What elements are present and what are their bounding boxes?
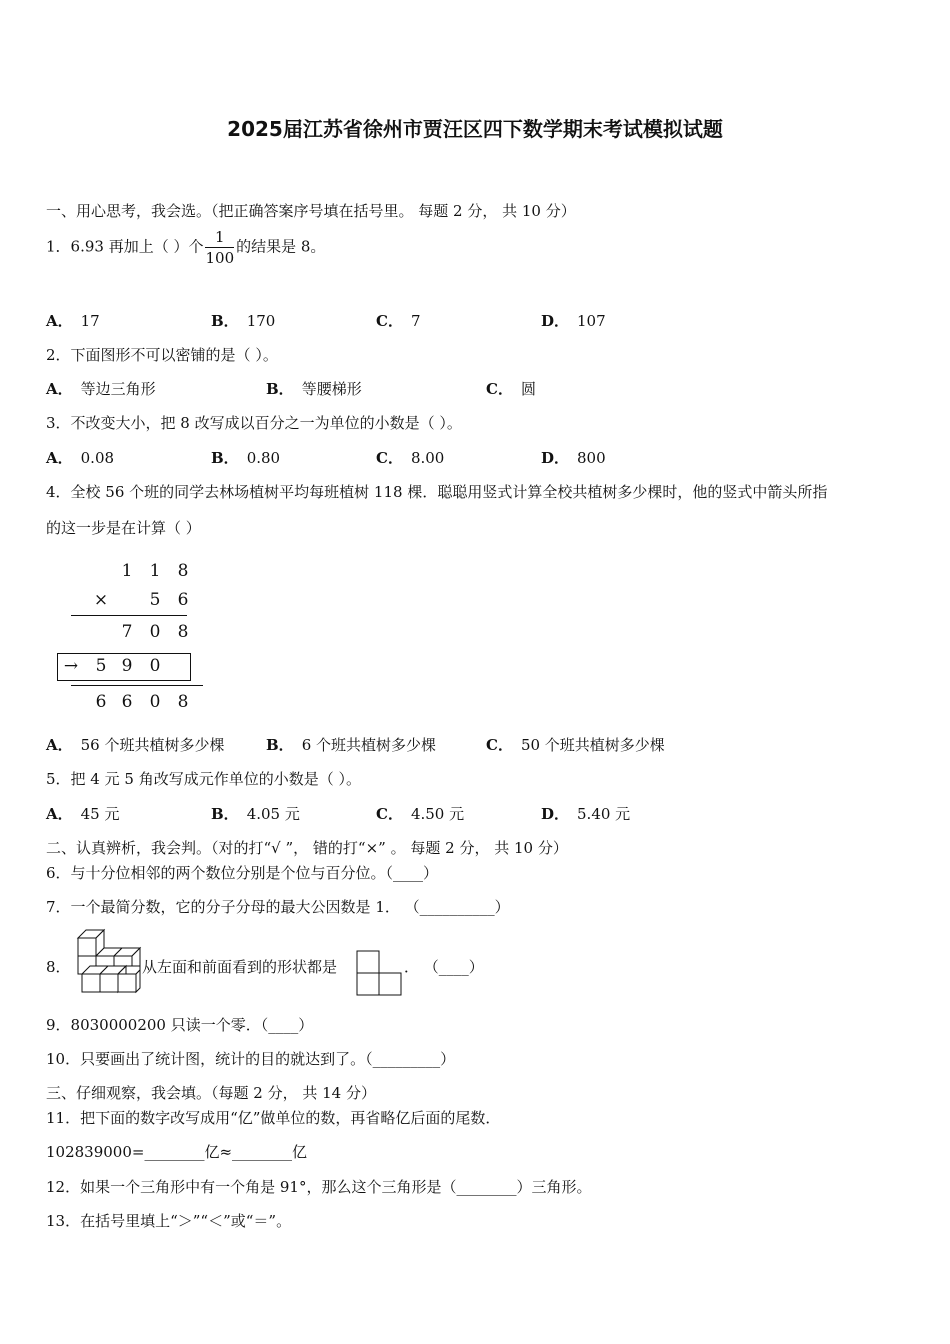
q5-option-b[interactable]	[211, 804, 300, 824]
question-8-text: 从左面和前面看到的形状都是	[142, 958, 338, 976]
question-4-line-2: 的这一步是在计算（ ）	[46, 519, 201, 537]
option-value: 17	[80, 312, 100, 330]
divider-line	[71, 615, 187, 616]
option-value: 8.00	[410, 449, 445, 467]
q1-option-a[interactable]	[46, 311, 100, 331]
digit: 0	[149, 656, 161, 676]
divider-line	[71, 685, 203, 686]
question-10: 10．只要画出了统计图，统计的目的就达到了。（_________）	[46, 1050, 456, 1068]
option-key: A．	[46, 736, 73, 754]
q3-option-b[interactable]	[211, 448, 280, 468]
option-key: B．	[266, 736, 294, 754]
option-key: D．	[541, 805, 570, 823]
option-key: C．	[376, 449, 403, 467]
question-11-blank[interactable]: 102839000=________亿≈________亿	[46, 1143, 308, 1161]
times-sign: ×	[93, 590, 109, 610]
option-value: 4.05 元	[246, 805, 300, 823]
section1-heading: 一、用心思考，我会选。（把正确答案序号填在括号里。 每题 2 分， 共 10 分）	[46, 202, 576, 220]
option-key: A．	[46, 312, 73, 330]
question-11: 11．把下面的数字改写成用“亿”做单位的数，再省略亿后面的尾数．	[46, 1109, 501, 1127]
digit: 5	[149, 590, 161, 610]
option-value: 圆	[520, 380, 536, 398]
question-13: 13．在括号里填上“＞”“＜”或“＝”。	[46, 1212, 292, 1230]
q4-option-a[interactable]	[46, 735, 225, 755]
question-1-text-after: 的结果是 8。	[236, 237, 326, 256]
question-8-number: 8．	[46, 958, 71, 976]
option-key: B．	[211, 312, 239, 330]
q1-option-d[interactable]	[541, 311, 606, 331]
q1-option-b[interactable]	[211, 311, 275, 331]
option-value: 5.40 元	[577, 805, 631, 823]
question-1	[46, 227, 325, 268]
fraction-numerator: 1	[205, 227, 234, 248]
option-key: D．	[541, 312, 570, 330]
option-key: A．	[46, 805, 73, 823]
q2-option-a[interactable]	[46, 379, 156, 399]
option-value: 0.08	[80, 449, 115, 467]
option-value: 170	[246, 312, 276, 330]
question-7: 7．一个最简分数，它的分子分母的最大公因数是 1． （__________）	[46, 898, 510, 916]
digit: 9	[121, 656, 133, 676]
question-5: 5．把 4 元 5 角改写成元作单位的小数是（ ）。	[46, 770, 361, 788]
digit: 7	[121, 622, 133, 642]
section3-heading: 三、仔细观察，我会填。（每题 2 分， 共 14 分）	[46, 1084, 376, 1102]
q5-option-a[interactable]	[46, 804, 120, 824]
question-3: 3．不改变大小，把 8 改写成以百分之一为单位的小数是（ ）。	[46, 414, 462, 432]
arrow-icon: →	[63, 656, 79, 676]
section2-heading: 二、认真辨析，我会判。（对的打“√ ”， 错的打“×” 。 每题 2 分， 共 10 分）	[46, 839, 568, 857]
option-key: C．	[486, 380, 513, 398]
vertical-multiplication	[55, 555, 215, 720]
digit: 6	[95, 692, 107, 712]
fraction-denominator: 100	[205, 249, 235, 267]
option-value: 56 个班共植树多少棵	[80, 736, 225, 754]
q3-option-d[interactable]	[541, 448, 606, 468]
option-key: A．	[46, 380, 73, 398]
digit: 6	[177, 590, 189, 610]
digit: 0	[149, 692, 161, 712]
digit: 1	[149, 561, 161, 581]
option-value: 7	[410, 312, 421, 330]
option-value: 800	[577, 449, 606, 467]
option-key: A．	[46, 449, 73, 467]
q3-option-c[interactable]	[376, 448, 444, 468]
option-value: 4.50 元	[410, 805, 465, 823]
option-key: C．	[376, 805, 403, 823]
option-value: 0.80	[246, 449, 281, 467]
q2-option-c[interactable]	[486, 379, 536, 399]
digit: 0	[149, 622, 161, 642]
option-key: C．	[376, 312, 403, 330]
option-value: 50 个班共植树多少棵	[520, 736, 665, 754]
question-8-tail: ． （____）	[404, 958, 484, 976]
question-9: 9．8030000200 只读一个零．（____）	[46, 1016, 314, 1034]
question-6: 6．与十分位相邻的两个数位分别是个位与百分位。（____）	[46, 864, 439, 882]
question-2: 2．下面图形不可以密铺的是（ ）。	[46, 346, 278, 364]
question-1-text-before: 1．6.93 再加上（ ）个	[46, 237, 204, 256]
option-key: B．	[266, 380, 294, 398]
digit: 8	[177, 692, 189, 712]
option-key: C．	[486, 736, 513, 754]
option-value: 107	[577, 312, 606, 330]
q4-option-c[interactable]	[486, 735, 665, 755]
q5-option-c[interactable]	[376, 804, 464, 824]
option-value: 等边三角形	[80, 380, 156, 398]
digit: 5	[95, 656, 107, 676]
q2-option-b[interactable]	[266, 379, 362, 399]
q4-option-b[interactable]	[266, 735, 436, 755]
q5-option-d[interactable]	[541, 804, 630, 824]
digit: 1	[121, 561, 133, 581]
digit: 8	[177, 561, 189, 581]
question-4-line-1: 4．全校 56 个班的同学去林场植树平均每班植树 118 棵．聪聪用竖式计算全校共植树多少棵时，他的竖式中箭头所指	[46, 483, 828, 501]
option-key: B．	[211, 805, 239, 823]
option-value: 45 元	[80, 805, 120, 823]
option-key: D．	[541, 449, 570, 467]
option-key: B．	[211, 449, 239, 467]
question-12: 12．如果一个三角形中有一个角是 91°，那么这个三角形是（________）三角形。	[46, 1178, 592, 1196]
q3-option-a[interactable]	[46, 448, 114, 468]
digit: 8	[177, 622, 189, 642]
option-value: 6 个班共植树多少棵	[301, 736, 436, 754]
fraction	[205, 227, 234, 268]
digit: 6	[121, 692, 133, 712]
page-title: 2025届江苏省徐州市贾汪区四下数学期末考试模拟试题	[227, 117, 723, 141]
option-value: 等腰梯形	[301, 380, 362, 398]
view-shape-figure	[356, 950, 404, 998]
cube-stack-figure	[68, 926, 144, 998]
q1-option-c[interactable]	[376, 311, 421, 331]
